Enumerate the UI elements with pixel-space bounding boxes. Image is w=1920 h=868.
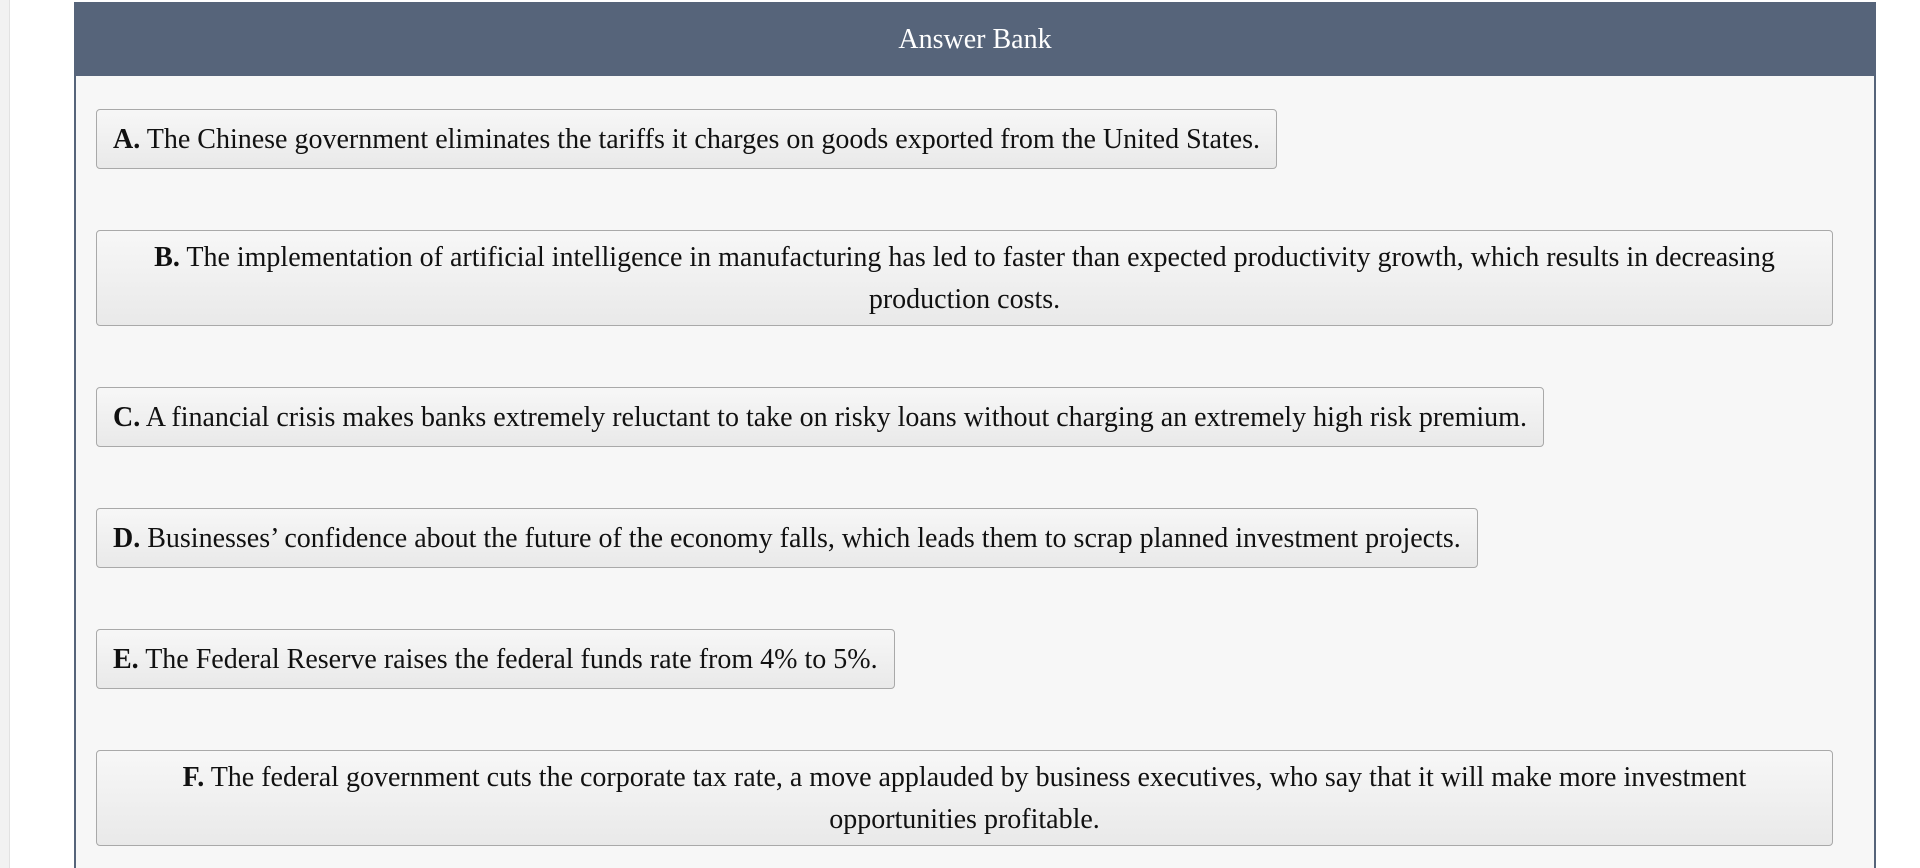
answer-text-d: Businesses’ confidence about the future of the economy falls, which leads them to scrap planned investment projects. [147,523,1461,554]
answer-bank-title: Answer Bank [76,4,1874,76]
answer-tile-a[interactable] [96,109,1277,169]
answer-letter-c: C. [113,402,141,433]
answer-tile-e[interactable] [96,629,895,689]
answer-letter-d: D. [113,523,141,554]
answer-letter-b: B. [154,242,180,273]
answer-text-e: The Federal Reserve raises the federal funds rate from 4% to 5%. [145,644,878,675]
answer-row-d [96,508,1854,568]
answer-letter-e: E. [113,644,139,675]
answer-row-b [96,230,1854,326]
answer-text-c: A financial crisis makes banks extremely reluctant to take on risky loans without charging an extremely high risk premium. [145,402,1527,433]
answer-tile-b[interactable] [96,230,1833,326]
answer-row-e [96,629,1854,689]
answer-row-c [96,387,1854,447]
answer-row-f [96,750,1854,846]
answer-row-a [96,109,1854,169]
answer-text-f: The federal government cuts the corporate tax rate, a move applauded by business executives, who say that it will make more investment opportunities profitable. [210,762,1747,835]
answer-tile-d[interactable] [96,508,1478,568]
answer-text-a: The Chinese government eliminates the tariffs it charges on goods exported from the United States. [146,124,1260,155]
answer-letter-f: F. [182,762,205,793]
answer-tile-c[interactable] [96,387,1544,447]
answer-bank [74,2,1876,868]
answer-text-b: The implementation of artificial intelligence in manufacturing has led to faster than expected productivity growth, which results in decreasing production costs. [186,242,1775,315]
answer-letter-a: A. [113,124,141,155]
left-edge-strip [0,0,10,868]
answer-bank-body [76,76,1874,846]
answer-tile-f[interactable] [96,750,1833,846]
